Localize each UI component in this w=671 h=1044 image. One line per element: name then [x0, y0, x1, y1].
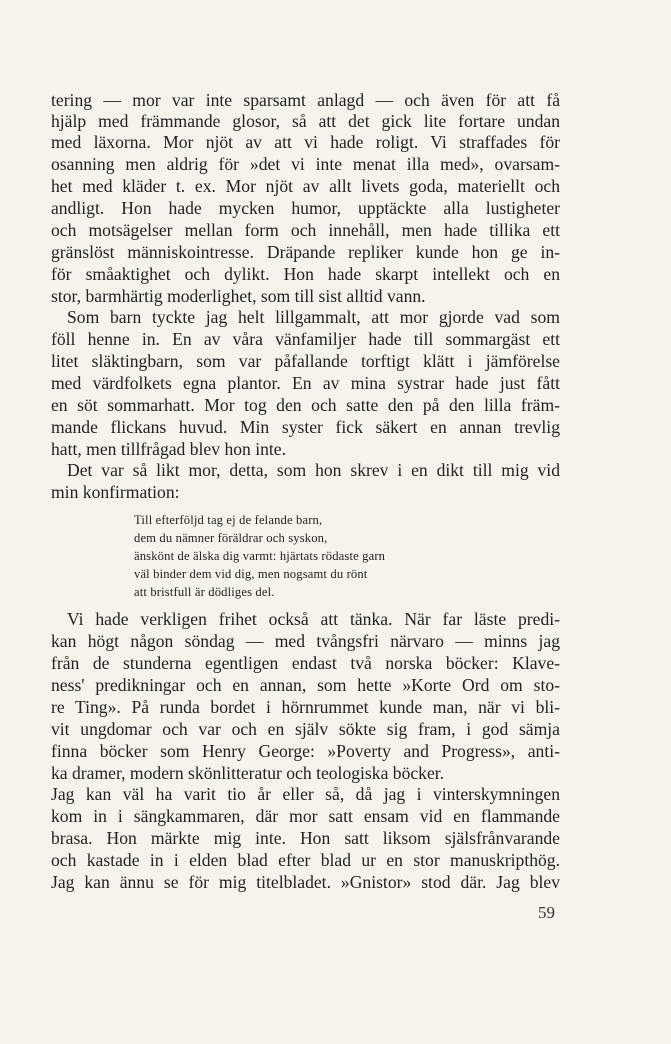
text-line: kan högt någon söndag — med tvångsfri närvaro — minns jag [51, 631, 560, 651]
verse-line: änskönt de älska dig varmt: hjärtats rödaste garn [134, 549, 386, 563]
text-line: Som barn tyckte jag helt lillgammalt, att mor gjorde vad som [67, 307, 560, 327]
text-line: Vi hade verkligen frihet också att tänka. När far läste predi- [67, 609, 560, 629]
text-line: brasa. Hon märkte mig inte. Hon satt liksom själsfrånvarande [51, 828, 560, 848]
verse-line: att bristfull är dödliges del. [134, 585, 275, 599]
text-line: hatt, men tillfrågad blev hon inte. [51, 439, 287, 459]
text-line: med läxorna. Mor njöt av att vi hade roligt. Vi straffades för [51, 132, 560, 152]
text-line: föll henne in. En av våra vänfamiljer hade till sommargäst ett [51, 329, 560, 349]
text-line: litet släktingbarn, som var påfallande torftigt klätt i jämförelse [51, 351, 560, 371]
text-line: re Ting». På runda bordet i hörnrummet kunde man, när vi bli- [51, 697, 560, 717]
text-line: med värdfolkets egna plantor. En av mina systrar hade just fått [51, 373, 560, 393]
text-line: för småaktighet och dylikt. Hon hade skarpt intellekt och en [51, 264, 560, 284]
verse-line: Till efterföljd tag ej de felande barn, [134, 513, 323, 527]
verse-line: väl binder dem vid dig, men nogsamt du rönt [134, 567, 368, 581]
text-line: vit ungdomar och var och en själv sökte sig fram, i god sämja [51, 719, 560, 739]
text-line: het med kläder t. ex. Mor njöt av allt livets goda, materiellt och [51, 176, 560, 196]
page-number: 59 [538, 903, 555, 922]
text-line: en söt sommarhatt. Mor tog den och satte den på den lilla främ- [51, 395, 560, 415]
text-line: Jag kan väl ha varit tio år eller så, då jag i vinterskymningen [51, 784, 560, 804]
text-line: andligt. Hon hade mycken humor, upptäckte alla lustigheter [51, 198, 560, 218]
text-line: hjälp med främmande glosor, så att det gick lite fortare undan [51, 111, 560, 131]
text-line: och kastade in i elden blad efter blad ur en stor manuskripthög. [51, 850, 560, 870]
text-line: ness' predikningar och en annan, som hette »Korte Ord om sto- [51, 675, 560, 695]
text-line: finna böcker som Henry George: »Poverty and Progress», anti- [51, 741, 560, 761]
text-line: och motsägelser mellan form och innehåll, men hade tillika ett [51, 220, 560, 240]
text-line: kom in i sängkammaren, där mor satt ensam vid en flammande [51, 806, 560, 826]
text-line: gränslöst människointresse. Dräpande repliker kunde hon ge in- [51, 242, 560, 262]
text-line: stor, barmhärtig moderlighet, som till sist alltid vann. [51, 286, 426, 306]
text-line: ka dramer, modern skönlitteratur och teologiska böcker. [51, 763, 445, 783]
text-line: Det var så likt mor, detta, som hon skrev i en dikt till mig vid [67, 460, 560, 480]
text-line: Jag kan ännu se för mig titelbladet. »Gnistor» stod där. Jag blev [51, 872, 560, 892]
text-line: min konfirmation: [51, 482, 180, 502]
text-line: från de stunderna egentligen endast två norska böcker: Klave- [51, 653, 560, 673]
text-line: osanning men aldrig för »det vi inte menat illa med», ovarsam- [51, 154, 560, 174]
verse-line: dem du nämner föräldrar och syskon, [134, 531, 328, 545]
text-line: mande flickans huvud. Min syster fick säkert en annan trevlig [51, 417, 560, 437]
text-line: tering — mor var inte sparsamt anlagd — och även för att få [51, 90, 560, 110]
